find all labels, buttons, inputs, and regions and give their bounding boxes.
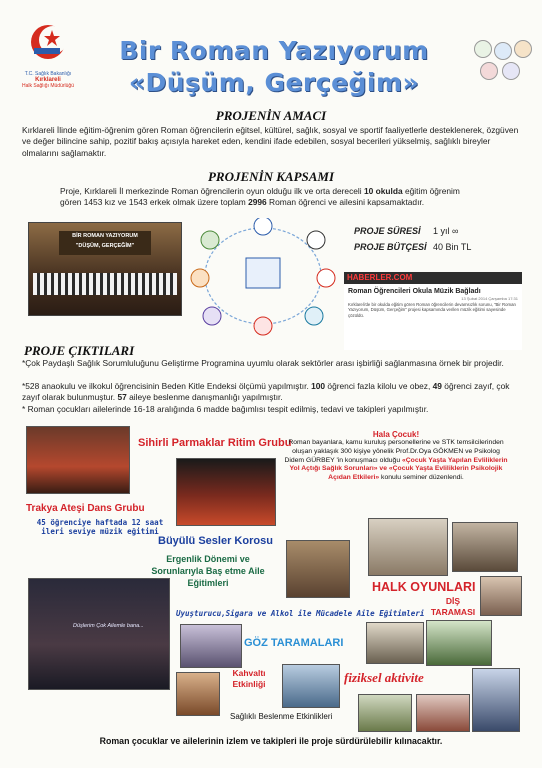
proje-sure-label: PROJE SÜRESİ [354,226,421,236]
partner-logos [472,40,534,84]
stage-banner-line2: "DÜŞÜM, GERÇEĞİM" [75,243,135,249]
stage-banner-line1: BİR ROMAN YAZIYORUM [72,233,138,239]
audience-photo [452,522,518,572]
kapsam-text-c: eğitim öğrenim gören 1453 kız ve 1543 erkek olmak üzere toplam [60,186,460,208]
amac-text: Kırklareli İlinde eğitim-öğrenim gören Roman öğrencilerin eğitsel, kültürel, sağlık, sosyal ve sportif faaliyetlerle desteklenerek, özgüven ve değer bilincine sahip, pozitif bakış açısıyla hareket eden, kendini ifade edebilen, sosyal becerileri yükselmiş, sağlıklı bireyler olmalarını sağlamaktır. [22,125,519,158]
news-site: HABERLER.COM [347,273,413,282]
page-title-line1: Bir Roman Yazıyorum [119,36,429,65]
breakfast-photo [176,672,220,716]
kahvalti-label: Kahvaltı Etkinliği [232,668,266,689]
proje-butce-value: 40 Bin TL [433,242,472,252]
goz-taramalari-label: GÖZ TARAMALARI [244,637,344,649]
partner-logo-icon [514,40,532,58]
ciktilar-family-count: 57 [117,392,127,403]
hala-cocuk-text-a: Roman bayanlara, kamu kuruluş personellerine ve STK temsilcilerinden oluşan yaklaşık 300 kişiye yönelik Prof.Dr.Oya GÖKMEN ve Psikolog Didem GÜRBEY 'in konuşmacı olduğu [284,439,504,464]
ministry-name: T.C. Sağlık Bakanlığı [24,71,72,77]
seminar-photo [368,518,448,576]
partner-logo-icon [480,62,498,80]
ministry-logo [22,20,74,92]
hala-cocuk-text [276,439,516,483]
ergenlik-label: Ergenlik Dönemi ve Sorunlarıyla Baş etme Aile Eğitimleri [151,554,265,588]
ciktilar-item2 [22,381,522,404]
sport-photo-2 [416,694,470,732]
hala-cocuk-text-c: konulu seminer düzenlendi. [379,474,464,482]
ciktilar-obese-count: 100 [311,381,326,391]
ciktilar-item1: *Çok Paydaşlı Sağlık Sorumluluğunu Geliştirme Programina uyumlu olarak sektörler arası işbirliği sağlanmasına örnek bir projedir. [22,358,504,368]
hala-cocuk-box [276,430,516,520]
stage-photo [28,222,182,316]
dance-photo [176,458,276,526]
fiziksel-aktivite-label: fiziksel aktivite [344,670,424,685]
eye-screening-photo-3 [426,620,492,666]
sport-photo-1 [358,694,412,732]
buyulu-label: Büyülü Sesler Korosu [158,535,273,547]
partner-ring-graphic [188,218,338,338]
ciktilar-item2-e: öğrenci zayıf, çok zayıf olarak bulunmuştur. [22,381,510,403]
eye-screening-photo-1 [180,624,242,668]
halk-oyunlari-label: HALK OYUNLARI [372,580,476,594]
ciktilar-item2-a: *528 anaokulu ve ilkokul öğrencisinin Beden Kitle Endeksi ölçümü yapılmıştır. [22,381,312,391]
dental-photo [480,576,522,616]
proje-sure [354,226,458,236]
student-poem-photo [28,578,170,690]
sport-photo-3 [472,668,520,732]
kapsam-text-a: Proje, Kırklareli İl merkezinde Roman öğrencilerin oyun olduğu ilk ve orta dereceli [60,186,364,196]
news-date: 13 Şubat 2014 Çarşamba 17:31 [461,296,518,301]
news-clipping [344,272,522,350]
music-class-photo [26,426,130,494]
proje-butce-label: PROJE BÜTÇESİ [354,242,427,252]
kapsam-text [60,186,480,209]
kapsam-text-e: Roman öğrenci ve ailesini kapsamaktadır. [266,197,425,208]
eye-screening-photo-2 [366,622,424,664]
ciktilar-item3: * Roman çocukları ailelerinde 16-18 aralığında 6 madde bağımlısı tespit edilmiş, tedavi ve takipleri yapılmıştır. [22,404,429,414]
trakya-note: 45 öğrenciye haftada 12 saat ileri seviye müzik eğitimi [36,518,164,536]
news-snippet: Kırklareli'de bir okulda eğitim gören Roman öğrencilerin devamsızlık sorunu, "Bir Roman Yazıyorum, Düşüm, Gerçeğim" projesi kapsamında verilen müzik eğitimi sayesinde çözüldü. [348,302,516,318]
crescent-star-icon [22,20,74,66]
proje-sure-value: 1 yıl ∞ [433,226,459,236]
page-title-line2: «Düşüm, Gerçeğim» [128,68,420,97]
folk-dance-photo [286,540,350,598]
kapsam-total: 2996 [248,197,267,208]
stage-performers [33,273,177,295]
school-photo [282,664,340,708]
footer-text: Roman çocuklar ve ailelerinin izlem ve takipleri ile proje sürdürülebilir kılınacaktır. [99,736,443,746]
partner-ring [188,218,338,338]
ciktilar-item2-g: aileye beslenme danışmanlığı yapılmıştır. [126,392,283,403]
stage-banner [59,231,151,255]
ciktilar-heading: PROJE ÇIKTILARI [24,343,135,358]
kapsam-school-count: 10 okulda [363,186,403,196]
kapsam-heading: PROJENİN KAPSAMI [207,169,335,184]
beslenme-label: Sağlıklı Beslenme Etkinlikleri [230,712,333,721]
partner-logo-icon [474,40,492,58]
proje-butce [354,242,471,252]
trakya-label: Trakya Ateşi Dans Grubu [26,503,145,514]
hala-cocuk-seminar-topics: «Çocuk Yaşta Yapılan Evliliklerin Yol Açtığı Sağlık Sorunları» ve «Çocuk Yaşta Evliliklerin Psikolojik Açıdan Etkileri» [289,456,508,482]
uyusturucu-label: Uyuşturucu,Sigara ve Alkol ile Mücadele Aile Eğitimleri [176,609,425,618]
poem-caption: Düşlerim Çok Ailemle bana... [73,623,144,629]
dis-taramasi-label: DİŞ TARAMASI [430,596,476,617]
org-name: Kırklareli [35,77,61,83]
news-header-bar [344,272,522,284]
partner-logo-icon [502,62,520,80]
hala-cocuk-title: Hala Çocuk! [372,430,420,439]
dept-name: Halk Sağlığı Müdürlüğü [22,83,74,89]
partner-logo-icon [494,42,512,60]
news-headline: Roman Öğrencileri Okula Müzik Bağladı [348,288,481,295]
ciktilar-item2-c: öğrenci fazla kilolu ve obez, [325,381,433,391]
ciktilar-thin-count: 49 [432,381,442,391]
sihirli-label: Sihirli Parmaklar Ritim Grubu [138,437,292,449]
amac-heading: PROJENİN AMACI [215,108,327,123]
